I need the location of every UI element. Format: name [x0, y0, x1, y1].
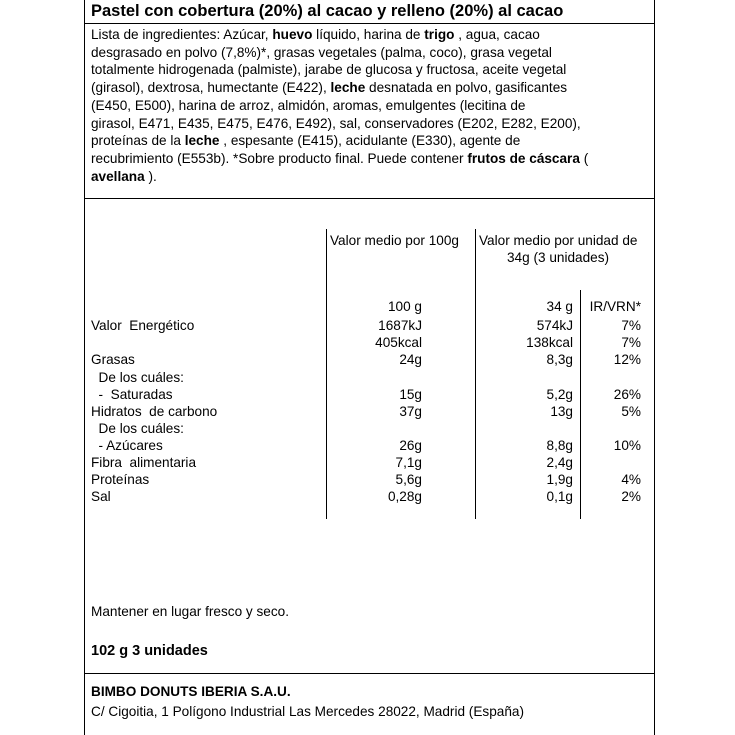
nutrient-label: - Azúcares [91, 438, 163, 453]
value-vrn-percent: 7% [621, 335, 641, 350]
ingredients-text: , agua, cacao [454, 27, 540, 42]
value-per-unit: 574kJ [536, 318, 573, 333]
value-per-unit: 13g [550, 404, 573, 419]
nutrient-label: - Saturadas [91, 387, 173, 402]
header-per-100g: Valor medio por 100g [330, 233, 459, 248]
ingredients-line [91, 168, 646, 186]
column-divider-vrn [580, 290, 581, 519]
nutrient-label: De los cuáles: [91, 421, 184, 436]
allergen-highlight: leche [184, 133, 220, 149]
value-per-100g: 1687kJ [378, 318, 422, 333]
nutrient-label: Valor Energético [91, 318, 195, 333]
ingredients-text: desgrasado en polvo (7,8%)*, grasas vegetales (palma, coco), grasa vegetal [91, 44, 552, 60]
value-per-100g: 15g [399, 387, 422, 402]
nutrient-label: Proteínas [91, 472, 150, 487]
ingredients-line [91, 115, 646, 133]
value-per-100g: 37g [399, 404, 422, 419]
subheader-100g: 100 g [387, 299, 422, 314]
ingredients-list [91, 26, 646, 185]
value-vrn-percent: 12% [613, 352, 641, 367]
value-per-100g: 405kcal [375, 335, 422, 350]
value-per-unit: 138kcal [526, 335, 573, 350]
ingredients-text: ( [579, 150, 589, 166]
allergen-highlight: huevo [272, 27, 313, 42]
ingredients-text: girasol, E471, E435, E475, E476, E492), sal, conservadores (E202, E282, E200), [91, 115, 581, 131]
value-per-100g: 7,1g [395, 455, 422, 470]
value-per-unit: 5,2g [546, 387, 573, 402]
net-quantity: 102 g 3 unidades [91, 643, 208, 659]
column-divider-100g [326, 229, 327, 519]
storage-instructions: Mantener en lugar fresco y seco. [91, 604, 289, 619]
value-vrn-percent: 26% [613, 387, 641, 402]
allergen-highlight: trigo [424, 27, 455, 42]
value-per-100g: 0,28g [387, 489, 422, 504]
value-per-100g: 5,6g [395, 472, 422, 487]
nutrient-label: De los cuáles: [91, 370, 184, 385]
value-per-100g: 24g [399, 352, 422, 367]
nutrient-label: Fibra alimentaria [91, 455, 197, 470]
product-title: Pastel con cobertura (20%) al cacao y relleno (20%) al cacao [91, 2, 564, 20]
value-per-unit: 0,1g [546, 489, 573, 504]
nutrient-label: Sal [91, 489, 111, 504]
value-vrn-percent: 7% [621, 318, 641, 333]
footer-divider [84, 673, 655, 674]
ingredients-line [91, 150, 646, 168]
value-per-unit: 8,8g [546, 438, 573, 453]
ingredients-line [91, 97, 646, 115]
nutrient-label: Hidratos de carbono [91, 404, 218, 419]
subheader-vrn: IR/VRN* [589, 299, 641, 314]
company-address: C/ Cigoitia, 1 Polígono Industrial Las Mercedes 28022, Madrid (España) [91, 704, 524, 719]
nutrient-label: Grasas [91, 352, 135, 367]
ingredients-text: , espesante (E415), acidulante (E330), agente de [219, 133, 521, 149]
allergen-highlight: frutos de cáscara [467, 150, 580, 166]
ingredients-text: ). [144, 168, 157, 184]
value-vrn-percent: 5% [621, 404, 641, 419]
allergen-highlight: leche [330, 80, 366, 96]
ingredients-text: Lista de ingredientes: Azúcar, [91, 27, 273, 42]
ingredients-text: líquido, harina de [312, 27, 425, 42]
ingredients-text: recubrimiento (E553b). *Sobre producto final. Puede contener [91, 150, 468, 166]
ingredients-line [91, 61, 646, 79]
value-per-unit: 1,9g [546, 472, 573, 487]
value-per-unit: 2,4g [546, 455, 573, 470]
subheader-34g: 34 g [546, 299, 573, 314]
ingredients-line [91, 79, 646, 97]
header-per-unit-line2: 34g (3 unidades) [507, 250, 610, 265]
ingredients-text: proteínas de la [91, 133, 185, 149]
ingredients-line [91, 26, 646, 44]
value-vrn-percent: 4% [621, 472, 641, 487]
header-per-unit-line1: Valor medio por unidad de [479, 233, 638, 248]
title-divider [84, 23, 655, 24]
ingredients-text: totalmente hidrogenada (palmiste), jarabe de glucosa y fructosa, aceite vegetal [91, 62, 567, 78]
value-per-100g: 26g [399, 438, 422, 453]
company-name: BIMBO DONUTS IBERIA S.A.U. [91, 684, 291, 699]
ingredients-text: (E450, E500), harina de arroz, almidón, aromas, emulgentes (lecitina de [91, 97, 526, 113]
allergen-highlight: avellana [91, 168, 145, 184]
ingredients-line [91, 132, 646, 150]
ingredients-divider [84, 198, 655, 199]
ingredients-text: (girasol), dextrosa, humectante (E422), [91, 80, 331, 96]
value-per-unit: 8,3g [546, 352, 573, 367]
value-vrn-percent: 2% [621, 489, 641, 504]
value-vrn-percent: 10% [613, 438, 641, 453]
ingredients-text: desnatada en polvo, gasificantes [365, 80, 568, 96]
ingredients-line [91, 44, 646, 62]
column-divider-unit [475, 229, 476, 519]
